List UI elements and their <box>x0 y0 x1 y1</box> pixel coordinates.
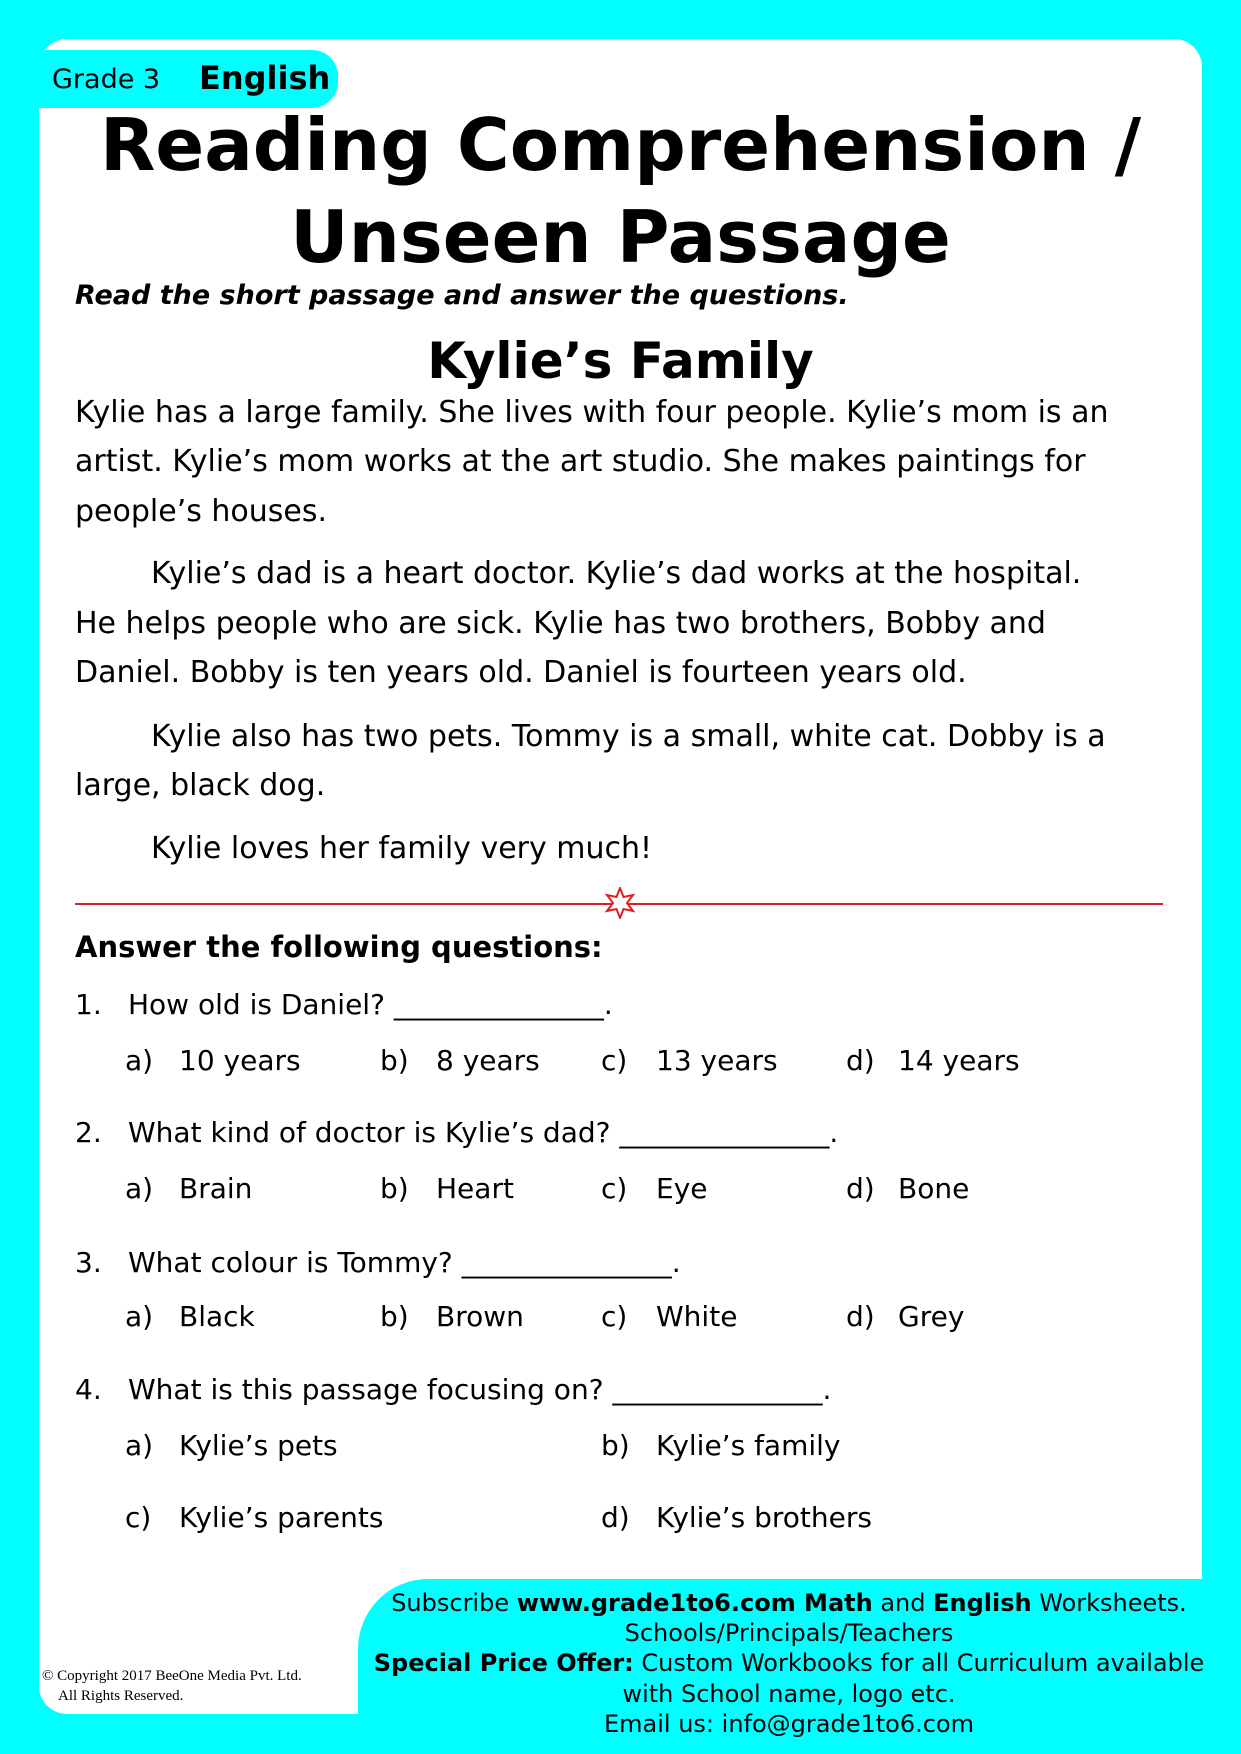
question-number: 2. <box>75 1116 102 1149</box>
option-text[interactable]: 13 years <box>656 1044 778 1077</box>
page-title-line2: Unseen Passage <box>290 195 951 279</box>
option-letter[interactable]: a) <box>125 1172 154 1205</box>
question-number: 3. <box>75 1246 102 1279</box>
page-title-line1: Reading Comprehension / <box>99 103 1142 187</box>
passage-line: Kylie also has two pets. Tommy is a small, white cat. Dobby is a <box>151 719 1106 754</box>
passage-line: He helps people who are sick. Kylie has two brothers, Bobby and <box>75 606 1046 641</box>
option-text[interactable]: Kylie’s parents <box>179 1501 384 1534</box>
subject-label: English <box>199 59 331 97</box>
passage-line: Daniel. Bobby is ten years old. Daniel is fourteen years old. <box>75 655 967 690</box>
question-text: What colour is Tommy? _______________. <box>128 1246 681 1279</box>
option-letter[interactable]: a) <box>125 1300 154 1333</box>
option-letter[interactable]: c) <box>601 1300 628 1333</box>
option-text[interactable]: Eye <box>656 1172 708 1205</box>
option-letter[interactable]: a) <box>125 1044 154 1077</box>
footer-text: English <box>933 1589 1032 1617</box>
option-text[interactable]: 14 years <box>898 1044 1020 1077</box>
option-letter[interactable]: b) <box>380 1044 409 1077</box>
option-text[interactable]: Kylie’s pets <box>179 1429 338 1462</box>
option-text[interactable]: Grey <box>898 1300 965 1333</box>
copyright: © Copyright 2017 BeeOne Media Pvt. Ltd. <box>42 1668 302 1684</box>
option-text[interactable]: Bone <box>898 1172 970 1205</box>
passage-line: Kylie has a large family. She lives with four people. Kylie’s mom is an <box>75 395 1109 430</box>
footer-offer <box>358 1649 1220 1677</box>
question-number: 4. <box>75 1373 102 1406</box>
star-icon <box>604 887 636 919</box>
question-text: What kind of doctor is Kylie’s dad? _______________. <box>128 1116 839 1149</box>
instruction: Read the short passage and answer the questions. <box>75 280 849 311</box>
option-text[interactable]: Brown <box>436 1300 524 1333</box>
footer-link[interactable]: www.grade1to6.com Math <box>516 1589 873 1617</box>
option-letter[interactable]: d) <box>846 1300 875 1333</box>
footer-email[interactable]: Email us: info@grade1to6.com <box>604 1710 974 1738</box>
option-text[interactable]: White <box>656 1300 738 1333</box>
option-letter[interactable]: d) <box>846 1044 875 1077</box>
option-text[interactable]: 8 years <box>436 1044 540 1077</box>
passage-line: people’s houses. <box>75 494 328 529</box>
passage-line: Kylie’s dad is a heart doctor. Kylie’s dad works at the hospital. <box>151 556 1082 591</box>
option-text[interactable]: 10 years <box>179 1044 301 1077</box>
option-text[interactable]: Black <box>179 1300 255 1333</box>
footer-offer-detail: with School name, logo etc. <box>622 1680 956 1708</box>
footer-subscribe[interactable] <box>358 1589 1220 1617</box>
footer-text: Worksheets. <box>1031 1589 1187 1617</box>
option-letter[interactable]: d) <box>846 1172 875 1205</box>
option-letter[interactable]: c) <box>125 1501 152 1534</box>
option-letter[interactable]: b) <box>380 1172 409 1205</box>
option-letter[interactable]: c) <box>601 1044 628 1077</box>
option-text[interactable]: Kylie’s brothers <box>656 1501 872 1534</box>
option-letter[interactable]: b) <box>380 1300 409 1333</box>
questions-heading: Answer the following questions: <box>75 930 603 964</box>
passage-line: Kylie loves her family very much! <box>151 831 653 866</box>
offer-text: Custom Workbooks for all Curriculum available <box>633 1649 1205 1677</box>
option-text[interactable]: Brain <box>179 1172 253 1205</box>
option-letter[interactable]: a) <box>125 1429 154 1462</box>
question-text: What is this passage focusing on? _______________. <box>128 1373 832 1406</box>
option-text[interactable]: Heart <box>436 1172 514 1205</box>
copyright-rights: All Rights Reserved. <box>58 1688 184 1704</box>
option-letter[interactable]: c) <box>601 1172 628 1205</box>
footer-text: and <box>872 1589 934 1617</box>
passage-line: large, black dog. <box>75 768 326 803</box>
story-title: Kylie’s Family <box>427 332 814 390</box>
footer-text: Subscribe <box>391 1589 517 1617</box>
option-text[interactable]: Kylie’s family <box>656 1429 841 1462</box>
passage-line: artist. Kylie’s mom works at the art studio. She makes paintings for <box>75 444 1086 479</box>
question-text: How old is Daniel? _______________. <box>128 988 613 1021</box>
question-number: 1. <box>75 988 102 1021</box>
footer-audience: Schools/Principals/Teachers <box>624 1619 954 1647</box>
offer-label: Special Price Offer: <box>373 1649 634 1677</box>
grade-label: Grade 3 <box>52 64 161 95</box>
option-letter[interactable]: d) <box>601 1501 630 1534</box>
option-letter[interactable]: b) <box>601 1429 630 1462</box>
